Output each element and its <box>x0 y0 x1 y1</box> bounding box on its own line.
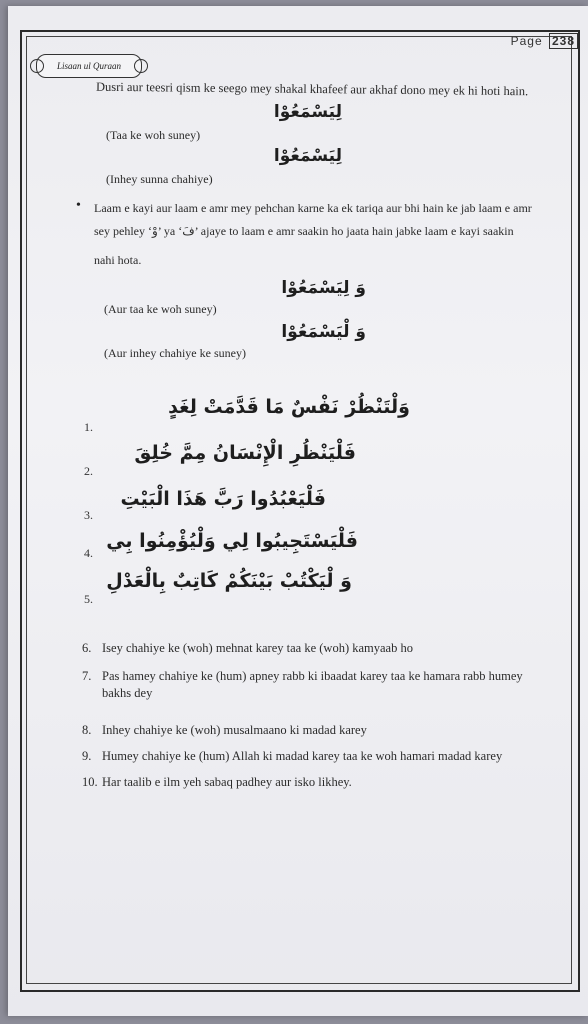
translation-number: 7. <box>82 669 92 683</box>
exercise-arabic-5: وَ لْيَكْتُبْ بَيْنَكُمْ كَاتِبٌ بِالْعَدْلِ <box>106 570 352 592</box>
translation-number: 8. <box>82 723 92 737</box>
translation-text: Pas hamey chahiye ke (hum) apney rabb ki ibaadat karey taa ke hamara rabb humey <box>102 669 523 683</box>
page-number-value: 238 <box>549 33 578 49</box>
exercise-arabic-3: فَلْيَعْبُدُوا رَبَّ هَذَا الْبَيْتِ <box>120 488 326 510</box>
exercise-arabic-1: وَلْتَنْظُرْ نَفْسٌ مَا قَدَّمَتْ لِغَدٍ <box>168 396 410 418</box>
exercise-number-5: 5. <box>84 592 93 606</box>
logo-text: Lisaan ul Quraan <box>56 61 121 71</box>
intro-text: Dusri aur teesri qism ke seego mey shakal khafeef aur akhaf dono mey ek hi hoti hain. <box>95 79 529 99</box>
exercise-number-3: 3. <box>84 508 93 522</box>
exercise-number-1: 1. <box>84 420 93 434</box>
translation-text: Har taalib e ilm yeh sabaq padhey aur isko likhey. <box>102 775 352 789</box>
example2-arabic-1: وَ لِيَسْمَعُوْا <box>281 278 366 298</box>
translation-text: Isey chahiye ke (woh) mehnat karey taa ke (woh) kamyaab ho <box>102 641 413 655</box>
example-arabic-2: لِيَسْمَعُوْا <box>273 146 342 166</box>
example-meaning-1: (Taa ke woh suney) <box>106 128 201 142</box>
translation-text: Inhey chahiye ke (woh) musalmaano ki madad karey <box>102 723 367 737</box>
exercise-number-2: 2. <box>84 464 93 478</box>
example-meaning-2: (Inhey sunna chahiye) <box>106 172 213 186</box>
page-number <box>511 34 578 48</box>
translation-text-continued: bakhs dey <box>102 686 153 700</box>
translation-item-10 <box>82 774 552 791</box>
example2-meaning-2: (Aur inhey chahiye ke suney) <box>104 346 246 360</box>
bullet-dot: • <box>76 198 81 213</box>
example2-meaning-1: (Aur taa ke woh suney) <box>104 302 217 316</box>
book-logo <box>36 54 142 78</box>
exercise-number-4: 4. <box>84 546 93 560</box>
bullet-line-2: sey pehley ‘وْ’ ya ‘فَ’ ajaye to laam e amr saakin ho jaata hain jabke laam e kayi saakin <box>94 224 514 238</box>
exercise-arabic-2: فَلْيَنْظُرِ الْإِنْسَانُ مِمَّ خُلِقَ <box>134 442 356 464</box>
bullet-line-3: nahi hota. <box>94 253 142 267</box>
translation-number: 10. <box>82 775 98 789</box>
translation-text: Humey chahiye ke (hum) Allah ki madad karey taa ke woh hamari madad karey <box>102 749 503 763</box>
translation-number: 6. <box>82 641 92 655</box>
example2-arabic-2: وَ لْيَسْمَعُوْا <box>281 322 366 342</box>
translation-number: 9. <box>82 749 92 763</box>
translation-item-9 <box>82 748 552 765</box>
exercise-arabic-4: فَلْيَسْتَجِيبُوا لِي وَلْيُؤْمِنُوا بِي <box>106 530 358 552</box>
example-arabic-1: لِيَسْمَعُوْا <box>273 102 342 122</box>
translation-item-8 <box>82 722 552 739</box>
translation-item-7 <box>82 668 552 702</box>
translation-item-6 <box>82 640 552 657</box>
bullet-line-1: Laam e kayi aur laam e amr mey pehchan karne ka ek tariqa aur bhi hain ke jab laam e amr <box>94 201 532 215</box>
page-label: Page <box>510 34 543 48</box>
